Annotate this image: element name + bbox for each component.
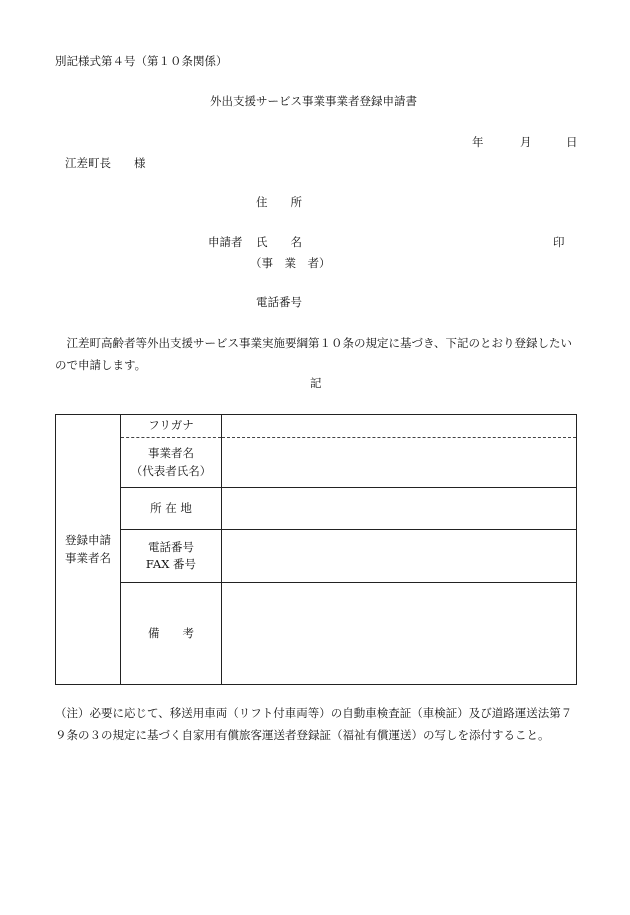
group-label-line2: 事業者名 xyxy=(65,550,111,565)
date-day-label: 日 xyxy=(566,135,578,149)
phone-fax-field[interactable] xyxy=(222,530,577,583)
addressee: 江差町長 様 xyxy=(65,156,146,170)
registration-table xyxy=(55,414,577,685)
form-title: 外出支援サービス事業事業者登録申請書 xyxy=(210,94,417,108)
name-label: 氏 名 xyxy=(256,235,302,249)
statement xyxy=(55,332,580,376)
date-month-label: 月 xyxy=(520,135,532,149)
phone-fax-label-cell xyxy=(121,530,222,583)
form-number: 別記様式第４号（第１０条関係） xyxy=(55,54,228,68)
address-label: 住 所 xyxy=(256,195,302,209)
remarks-label: 備 考 xyxy=(121,583,222,685)
group-label-line1: 登録申請 xyxy=(65,533,111,548)
location-label: 所 在 地 xyxy=(121,488,222,530)
business-name-label: 事業者名 xyxy=(148,446,194,461)
seal-label: 印 xyxy=(553,235,565,249)
furigana-label: フリガナ xyxy=(121,415,222,438)
phone-label: 電話番号 xyxy=(256,295,302,309)
ki-label: 記 xyxy=(310,376,322,390)
date-year-label: 年 xyxy=(472,135,484,149)
business-name-field[interactable] xyxy=(222,438,577,488)
business-label: （事 業 者） xyxy=(250,256,331,270)
statement-text: 江差町高齢者等外出支援サービス事業実施要綱第１０条の規定に基づき、下記のとおり登録したいので申請します。 xyxy=(55,336,573,372)
group-label-cell xyxy=(56,415,121,685)
remarks-field[interactable] xyxy=(222,583,577,685)
table-phone-label: 電話番号 xyxy=(148,539,194,554)
footnote: （注）必要に応じて、移送用車両（リフト付車両等）の自動車検査証（車検証）及び道路運送法第７９条の３の規定に基づく自家用有償旅客運送者登録証（福祉有償運送）の写しを添付すること。 xyxy=(55,706,573,742)
location-field[interactable] xyxy=(222,488,577,530)
representative-name-label: （代表者氏名） xyxy=(130,463,212,478)
business-name-label-cell xyxy=(121,438,222,488)
applicant-role-label: 申請者 xyxy=(208,235,243,249)
furigana-field[interactable] xyxy=(222,415,577,438)
table-fax-label: FAX 番号 xyxy=(145,557,197,571)
